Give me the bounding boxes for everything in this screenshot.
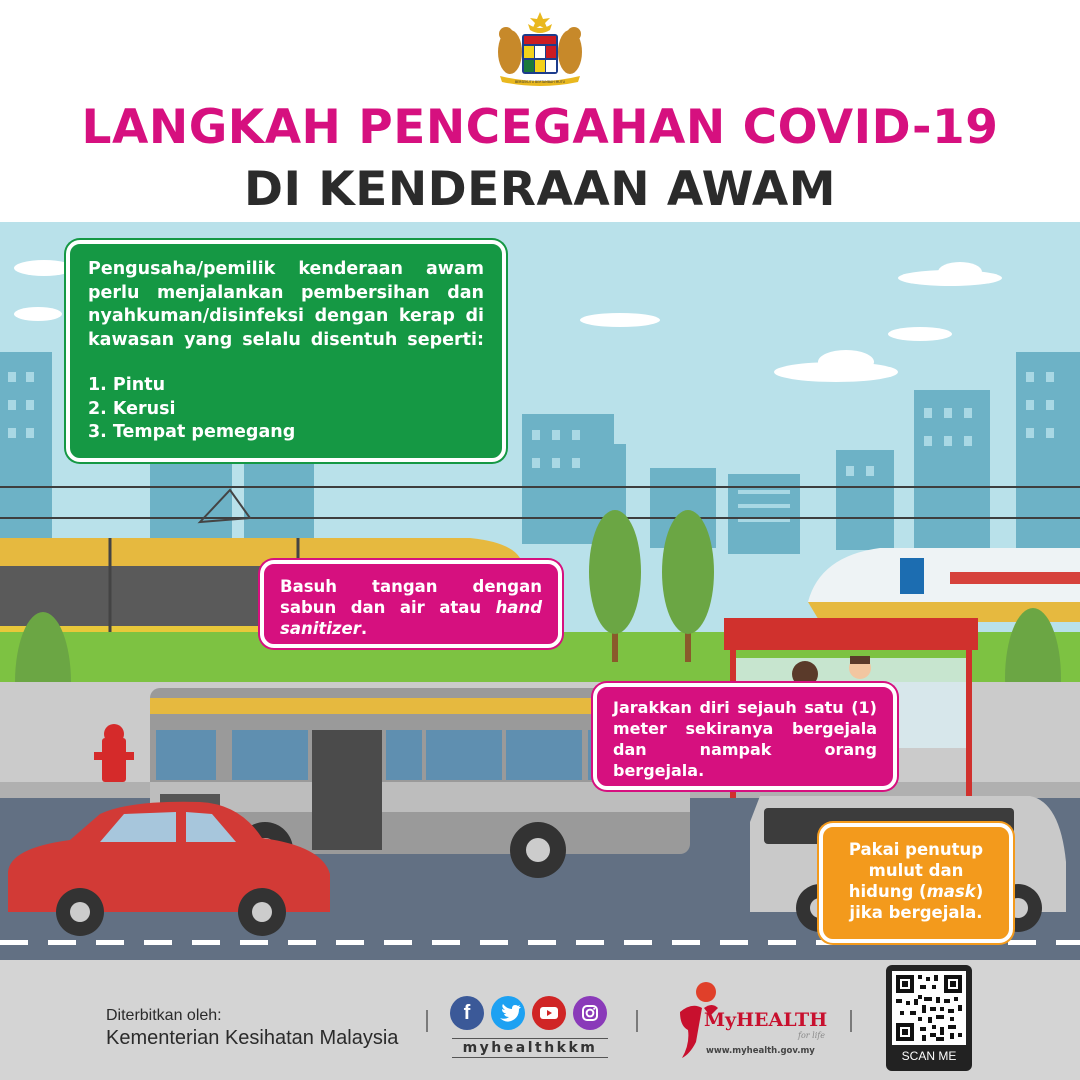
published-by-label: Diterbitkan oleh: bbox=[106, 1007, 222, 1024]
touch-points-list bbox=[88, 374, 484, 445]
list-item: 2. Kerusi bbox=[88, 398, 176, 419]
crest-motto: BERSEKUTU BERTAMBAH MUTU bbox=[514, 80, 566, 84]
distance-line: dan nampak orang bbox=[613, 740, 877, 759]
handwash-text bbox=[280, 576, 542, 618]
page-subtitle: DI KENDERAAN AWAM bbox=[243, 162, 837, 217]
qr-code-icon bbox=[892, 971, 966, 1045]
social-handle[interactable]: myhealthkkm bbox=[452, 1038, 608, 1058]
divider bbox=[850, 1010, 852, 1032]
scan-me-label: SCAN ME bbox=[901, 1049, 957, 1063]
coat-of-arms-icon bbox=[492, 10, 588, 90]
myhealth-logo-ball bbox=[696, 982, 716, 1002]
facebook-icon[interactable]: f bbox=[450, 996, 484, 1030]
header bbox=[0, 0, 1080, 222]
cleaning-info-box bbox=[66, 240, 506, 462]
distance-line: Jarakkan diri sejauh satu (1) bbox=[613, 698, 877, 717]
mask-line-end: ) bbox=[975, 882, 984, 901]
myhealth-logo-figure bbox=[680, 1006, 702, 1058]
cleaning-line: kawasan yang selalu disentuh seperti: bbox=[88, 329, 484, 350]
handwash-line bbox=[280, 597, 542, 618]
handwash-line-text: sabun dan air atau bbox=[280, 598, 482, 617]
social-icons bbox=[450, 996, 610, 1036]
page-title: LANGKAH PENCEGAHAN COVID-19 bbox=[81, 100, 999, 155]
distance-line: bergejala. bbox=[613, 761, 705, 780]
myhealth-tagline: for life bbox=[798, 1031, 825, 1040]
list-item: 1. Pintu bbox=[88, 375, 166, 395]
cleaning-line: perlu menjalankan pembersihan dan bbox=[88, 282, 484, 303]
divider bbox=[636, 1010, 638, 1032]
distance-info-box bbox=[593, 683, 897, 790]
mask-line: mulut dan bbox=[868, 861, 964, 880]
instagram-icon[interactable] bbox=[573, 996, 607, 1030]
myhealth-logo-text: MyHEALTH bbox=[704, 1009, 828, 1031]
distance-text bbox=[613, 697, 877, 760]
cleaning-line: Pengusaha/pemilik kenderaan awam bbox=[88, 259, 484, 279]
cleaning-line: nyahkuman/disinfeksi dengan kerap di bbox=[88, 306, 484, 326]
handwash-last-line bbox=[280, 618, 542, 639]
cleaning-paragraph bbox=[88, 258, 484, 352]
myhealth-url[interactable]: www.myhealth.gov.my bbox=[706, 1046, 815, 1056]
handwash-info-box bbox=[260, 560, 562, 648]
handwash-period: . bbox=[360, 619, 368, 638]
distance-line: meter sekiranya bergejala bbox=[613, 719, 877, 738]
handwash-italic-line: sanitizer bbox=[280, 619, 361, 638]
list-item: 3. Tempat pemegang bbox=[88, 422, 296, 442]
mask-line: Pakai penutup bbox=[848, 840, 984, 859]
mask-line-start: hidung ( bbox=[848, 882, 927, 901]
mask-italic: mask bbox=[926, 882, 976, 901]
mask-line bbox=[831, 881, 1001, 902]
youtube-icon[interactable] bbox=[532, 996, 566, 1030]
handwash-italic: hand bbox=[495, 598, 543, 617]
divider bbox=[426, 1010, 428, 1032]
publisher-name: Kementerian Kesihatan Malaysia bbox=[106, 1027, 399, 1049]
mask-info-box bbox=[819, 823, 1013, 943]
twitter-icon[interactable] bbox=[491, 996, 525, 1030]
qr-code[interactable] bbox=[892, 971, 966, 1045]
handwash-line: Basuh tangan dengan bbox=[280, 577, 542, 596]
mask-line: jika bergejala. bbox=[849, 903, 983, 922]
